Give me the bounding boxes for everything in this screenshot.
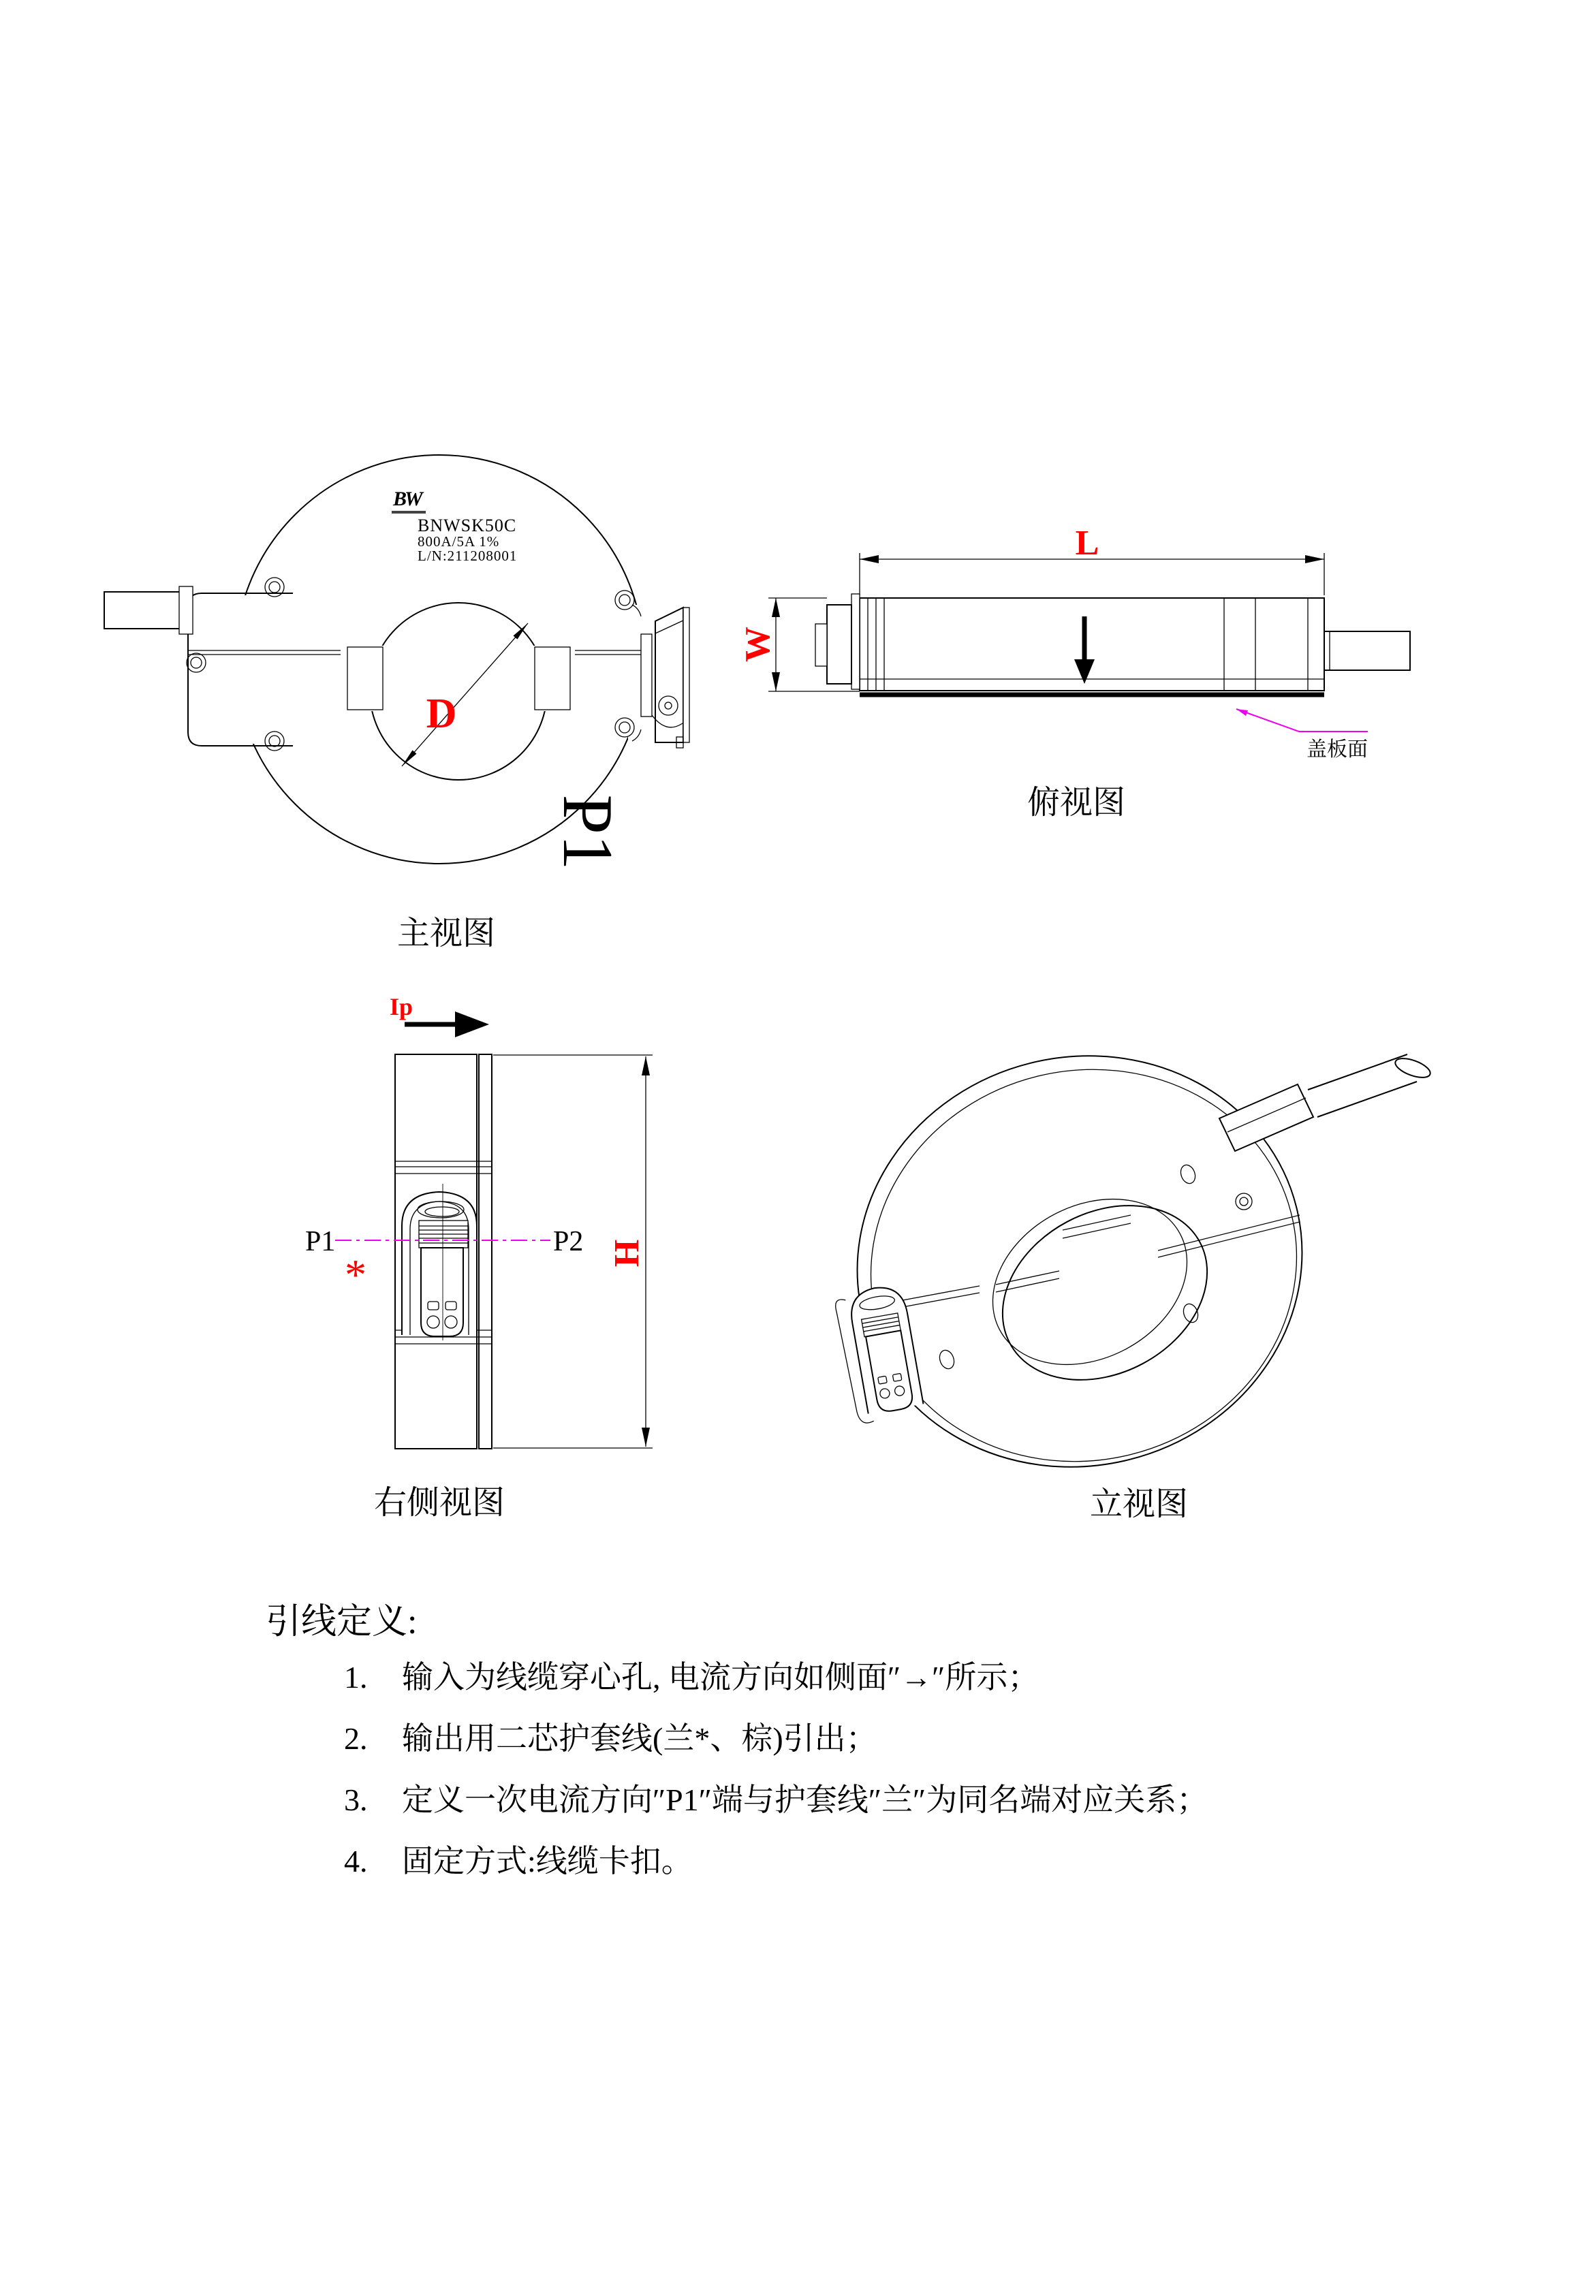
side-strip <box>479 1054 492 1449</box>
iso-rivet-inner <box>1240 1197 1248 1206</box>
h-dim-label: H <box>607 1239 646 1268</box>
front-cable-stub <box>104 592 181 629</box>
w-dim-label: W <box>738 627 777 662</box>
iso-outer-ring <box>813 1009 1346 1514</box>
terminal-p1-label: P1 <box>305 1226 336 1257</box>
top-view-title: 俯视图 <box>1027 785 1126 821</box>
front-hole-notch-mask-right <box>533 646 575 711</box>
star-mark: * <box>345 1251 366 1299</box>
iso-hole-ledge-a <box>1063 1215 1131 1230</box>
note-item-number: 2. <box>344 1721 368 1756</box>
iso-split-seam-right-b <box>1158 1222 1300 1257</box>
latch-lever-side <box>683 608 689 742</box>
note-item-number: 4. <box>344 1844 368 1878</box>
top-latch-tip <box>815 624 827 666</box>
iso-terminal-block <box>1219 1084 1313 1151</box>
top-view <box>738 524 1410 821</box>
front-diameter-arrowhead-top <box>514 623 529 640</box>
rivet-inner <box>269 582 280 593</box>
h-dim-arrowhead-top <box>642 1056 650 1075</box>
iso-hole-ledge-b <box>1063 1223 1131 1238</box>
iso-latch <box>834 1283 925 1425</box>
l-dim-arrowhead-right <box>1305 555 1324 563</box>
note-item-text: 输入为线缆穿心孔, 电流方向如侧面″→″所示； <box>402 1660 1039 1695</box>
top-latch-body <box>827 605 851 684</box>
iso-face-hole <box>1178 1163 1198 1185</box>
note-item-text: 固定方式:线缆卡扣。 <box>402 1844 693 1878</box>
top-cable-stub <box>1324 631 1410 670</box>
rivet-outer <box>187 653 206 672</box>
iso-hole-step-b <box>996 1278 1059 1292</box>
front-diameter-arrowhead-bottom <box>402 750 417 766</box>
side-view <box>305 993 653 1521</box>
cover-plate-leader-arrowhead <box>1236 709 1248 716</box>
iso-face-chamfer <box>829 1025 1339 1507</box>
iso-cable-top <box>1308 1054 1407 1090</box>
front-left-chord-mask <box>204 595 293 744</box>
l-dim-label: L <box>1075 524 1099 563</box>
cover-plate-callout: 盖板面 <box>1306 738 1368 761</box>
top-direction-arrowhead <box>1074 659 1095 684</box>
iso-center-hole-depth <box>964 1167 1216 1398</box>
front-diameter-label: D <box>426 691 457 737</box>
latch-lever-plate <box>655 608 683 742</box>
lead-definition-notes <box>266 1603 1208 1878</box>
latch-tab <box>641 634 652 717</box>
front-view <box>104 455 717 952</box>
iso-view-title: 立视图 <box>1089 1486 1189 1522</box>
iso-hole-step-a <box>996 1271 1059 1285</box>
top-latch-bracket <box>851 594 860 689</box>
terminal-p2-label: P2 <box>553 1226 584 1257</box>
note-item-number: 3. <box>344 1782 368 1817</box>
front-nameplate <box>392 488 517 564</box>
rivet-outer <box>615 591 634 610</box>
front-polarity-p1-mark: P1 <box>548 794 628 870</box>
current-arrowhead <box>455 1011 489 1037</box>
front-view-title: 主视图 <box>396 915 496 952</box>
front-diameter-dim-line <box>402 623 528 766</box>
nameplate-rating: 800A/5A 1% <box>418 533 500 550</box>
side-view-title: 右侧视图 <box>373 1485 505 1521</box>
w-dim-arrowhead-bottom <box>772 672 780 691</box>
top-body <box>860 598 1324 691</box>
iso-rivet-outer <box>1236 1193 1252 1210</box>
rivet-inner <box>191 657 202 668</box>
iso-cable-end <box>1393 1054 1433 1081</box>
w-dim-arrowhead-top <box>772 598 780 617</box>
front-cable-clamp <box>179 586 193 634</box>
front-center-hole <box>370 603 547 780</box>
iso-center-hole <box>972 1171 1238 1415</box>
h-dim-arrowhead-bottom <box>642 1428 650 1447</box>
note-item-text: 定义一次电流方向″P1″端与护套线″兰″为同名端对应关系； <box>402 1782 1208 1817</box>
cover-plate-leader <box>1236 709 1368 732</box>
nameplate-serial: L/N:211208001 <box>418 548 518 564</box>
logo-caption-marks <box>392 511 426 514</box>
brand-logo: BW <box>393 488 421 510</box>
primary-current-label: Ip <box>390 993 413 1020</box>
iso-cable-bottom <box>1317 1082 1417 1117</box>
iso-face-hole <box>937 1348 956 1370</box>
note-item-text: 输出用二芯护套线(兰*、棕)引出； <box>402 1721 877 1756</box>
rivet-inner <box>619 595 630 606</box>
l-dim-arrowhead-left <box>860 555 879 563</box>
notes-heading: 引线定义: <box>266 1603 418 1641</box>
nameplate-model: BNWSK50C <box>418 516 517 535</box>
note-item-number: 1. <box>344 1660 368 1695</box>
iso-view <box>813 1009 1433 1522</box>
side-latch <box>402 1184 477 1340</box>
